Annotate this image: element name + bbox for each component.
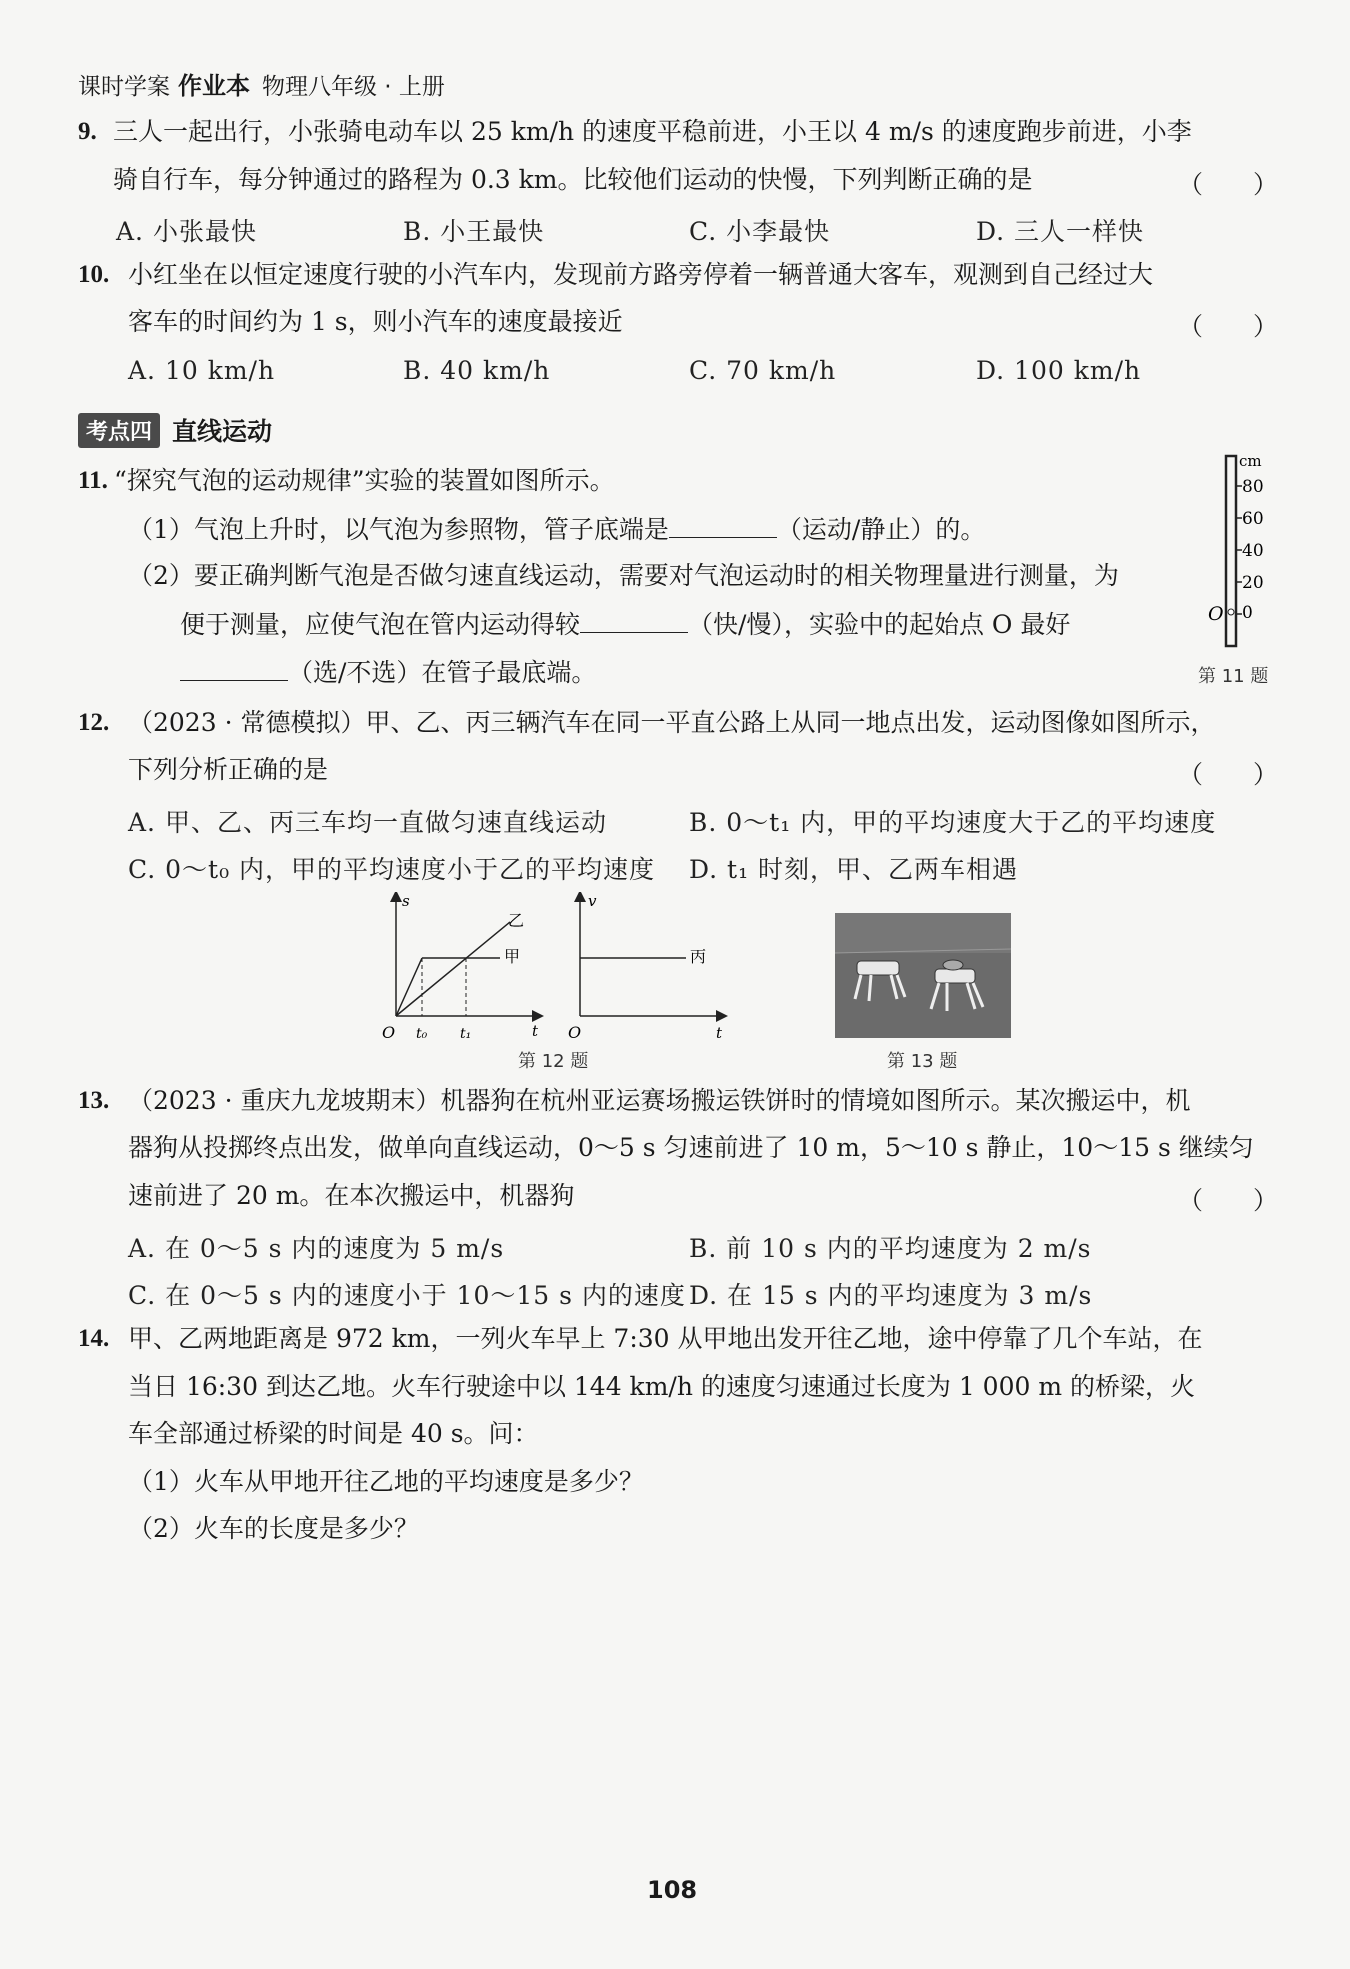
- q10-line1: 小红坐在以恒定速度行驶的小汽车内，发现前方路旁停着一辆普通大客车，观测到自己经过大: [128, 260, 1154, 289]
- q14-line3: 车全部通过桥梁的时间是 40 s。问：: [128, 1419, 539, 1448]
- q9-option-c: C. 小李最快: [689, 217, 831, 246]
- q13-option-c: C. 在 0～5 s 内的速度小于 10～15 s 内的速度: [128, 1281, 686, 1310]
- graph2-origin: O: [568, 1023, 582, 1042]
- tube-tick-0: 0: [1242, 603, 1253, 623]
- robot-dog-scene: [835, 913, 1011, 1038]
- graph1-t0: t₀: [416, 1026, 428, 1042]
- q14-line1: 甲、乙两地距离是 972 km，一列火车早上 7:30 从甲地出发开往乙地，途中停靠了几个车站，在: [128, 1324, 1203, 1353]
- q14-line2: 当日 16:30 到达乙地。火车行驶途中以 144 km/h 的速度匀速通过长度为 1 000 m 的桥梁，火: [128, 1372, 1195, 1401]
- q12-option-d: D. t₁ 时刻，甲、乙两车相遇: [689, 855, 1019, 884]
- graph1-label-jia: 甲: [504, 947, 521, 966]
- q11-tube-figure: [1190, 452, 1270, 652]
- graph1-t1: t₁: [460, 1026, 472, 1042]
- v-t-graph: [568, 892, 723, 1042]
- graph1-ylabel: s: [402, 892, 410, 910]
- q12-option-a: A. 甲、乙、丙三车均一直做匀速直线运动: [128, 808, 607, 837]
- q11-sub2-text-d: （选/不选）在管子最底端。: [288, 658, 597, 687]
- q10-number: 10.: [78, 261, 110, 288]
- q11-sub2-line1: （2）要正确判断气泡是否做匀速直线运动，需要对气泡运动时的相关物理量进行测量，为: [128, 561, 1119, 590]
- q10-option-b: B. 40 km/h: [403, 356, 551, 385]
- q9-number: 9.: [78, 118, 97, 145]
- q12-option-c: C. 0～t₀ 内，甲的平均速度小于乙的平均速度: [128, 855, 656, 884]
- q10-option-c: C. 70 km/h: [689, 356, 837, 385]
- q11-line1: “探究气泡的运动规律”实验的装置如图所示。: [114, 466, 615, 495]
- q11-sub2-text-c: （快/慢），实验中的起始点 O 最好: [688, 610, 1071, 639]
- q9-line1: 三人一起出行，小张骑电动车以 25 km/h 的速度平稳前进，小王以 4 m/s 的速度跑步前进，小李: [113, 117, 1192, 146]
- graph2-label-bing: 丙: [690, 947, 707, 966]
- tube-unit: cm: [1239, 452, 1262, 470]
- q11-number: 11.: [78, 467, 108, 494]
- tube-origin: O: [1208, 603, 1224, 625]
- q13-number: 13.: [78, 1087, 110, 1114]
- page-number: 108: [647, 1876, 698, 1904]
- line-yi: [396, 922, 510, 1016]
- q11-sub2-line3: [180, 657, 596, 688]
- q11-caption: 第 11 题: [1198, 666, 1269, 687]
- q12-line2: 下列分析正确的是: [128, 755, 329, 784]
- graph1-xlabel: t: [532, 1022, 539, 1040]
- robot-dog-photo: [835, 913, 1011, 1038]
- graph2-xlabel: t: [716, 1024, 723, 1042]
- q14-number: 14.: [78, 1325, 110, 1352]
- q11-sub2-line2: [180, 609, 1070, 640]
- graph2-ylabel: v: [588, 892, 597, 910]
- header-subject: 物理八年级 · 上册: [262, 74, 445, 100]
- q9-option-b: B. 小王最快: [403, 217, 545, 246]
- q14-sub1: （1）火车从甲地开往乙地的平均速度是多少？: [128, 1467, 644, 1496]
- q11-sub2-text-b: 便于测量，应使气泡在管内运动得较: [180, 610, 581, 639]
- q9-answer-paren: （ ）: [1178, 170, 1279, 199]
- q10-line2: 客车的时间约为 1 s，则小汽车的速度最接近: [128, 307, 623, 336]
- q14-sub2: （2）火车的长度是多少？: [128, 1514, 419, 1543]
- q13-option-b: B. 前 10 s 内的平均速度为 2 m/s: [689, 1234, 1092, 1263]
- tube-tick-40: 40: [1242, 541, 1264, 561]
- q13-option-d: D. 在 15 s 内的平均速度为 3 m/s: [689, 1281, 1093, 1310]
- q11-sub1-text-a: （1）气泡上升时，以气泡为参照物，管子底端是: [128, 515, 669, 544]
- q12-number: 12.: [78, 709, 110, 736]
- q11-sub1-text-b: （运动/静止）的。: [776, 515, 986, 544]
- q9-option-a: A. 小张最快: [116, 217, 257, 246]
- bubble: [1228, 609, 1234, 615]
- q11-sub1: [128, 514, 985, 545]
- header-book: 作业本: [178, 72, 250, 100]
- q9-option-d: D. 三人一样快: [976, 217, 1145, 246]
- q10-answer-paren: （ ）: [1178, 312, 1279, 341]
- q13-line2: 器狗从投掷终点出发，做单向直线运动，0～5 s 匀速前进了 10 m，5～10 s 静止，10～15 s 继续匀: [128, 1133, 1254, 1162]
- tube-tick-80: 80: [1242, 477, 1264, 497]
- q11-blank-3[interactable]: [180, 657, 288, 681]
- tube-outline: [1226, 456, 1236, 646]
- q13-answer-paren: （ ）: [1178, 1186, 1279, 1215]
- section-tag: 考点四: [78, 413, 160, 448]
- q9-line2: 骑自行车，每分钟通过的路程为 0.3 km。比较他们运动的快慢，下列判断正确的是: [113, 165, 1033, 194]
- q12-option-b: B. 0～t₁ 内，甲的平均速度大于乙的平均速度: [689, 808, 1217, 837]
- tube-tick-20: 20: [1242, 573, 1264, 593]
- q10-option-a: A. 10 km/h: [128, 356, 276, 385]
- s-t-graph: [382, 892, 539, 1042]
- q13-option-a: A. 在 0～5 s 内的速度为 5 m/s: [128, 1234, 505, 1263]
- q13-line1: （2023 · 重庆九龙坡期末）机器狗在杭州亚运赛场搬运铁饼时的情境如图所示。某次搬运中，机: [128, 1086, 1191, 1115]
- page-header: [78, 66, 445, 101]
- graph1-origin: O: [382, 1023, 396, 1042]
- line-jia-rise: [396, 958, 422, 1016]
- tube-tick-60: 60: [1242, 509, 1264, 529]
- q12-line1: （2023 · 常德模拟）甲、乙、丙三辆汽车在同一平直公路上从同一地点出发，运动图像如图所示，: [128, 708, 1216, 737]
- q12-caption: 第 12 题: [518, 1051, 589, 1072]
- graph1-label-yi: 乙: [508, 911, 525, 930]
- q11-blank-2[interactable]: [580, 609, 688, 633]
- q12-graphs: [380, 892, 730, 1050]
- q13-line3: 速前进了 20 m。在本次搬运中，机器狗: [128, 1181, 575, 1210]
- section-heading: [78, 413, 272, 447]
- section-title: 直线运动: [172, 417, 273, 446]
- q11-blank-1[interactable]: [669, 514, 777, 538]
- q12-answer-paren: （ ）: [1178, 760, 1279, 789]
- header-brand: 课时学案: [78, 74, 170, 100]
- q13-caption: 第 13 题: [887, 1051, 958, 1072]
- q10-option-d: D. 100 km/h: [976, 356, 1142, 385]
